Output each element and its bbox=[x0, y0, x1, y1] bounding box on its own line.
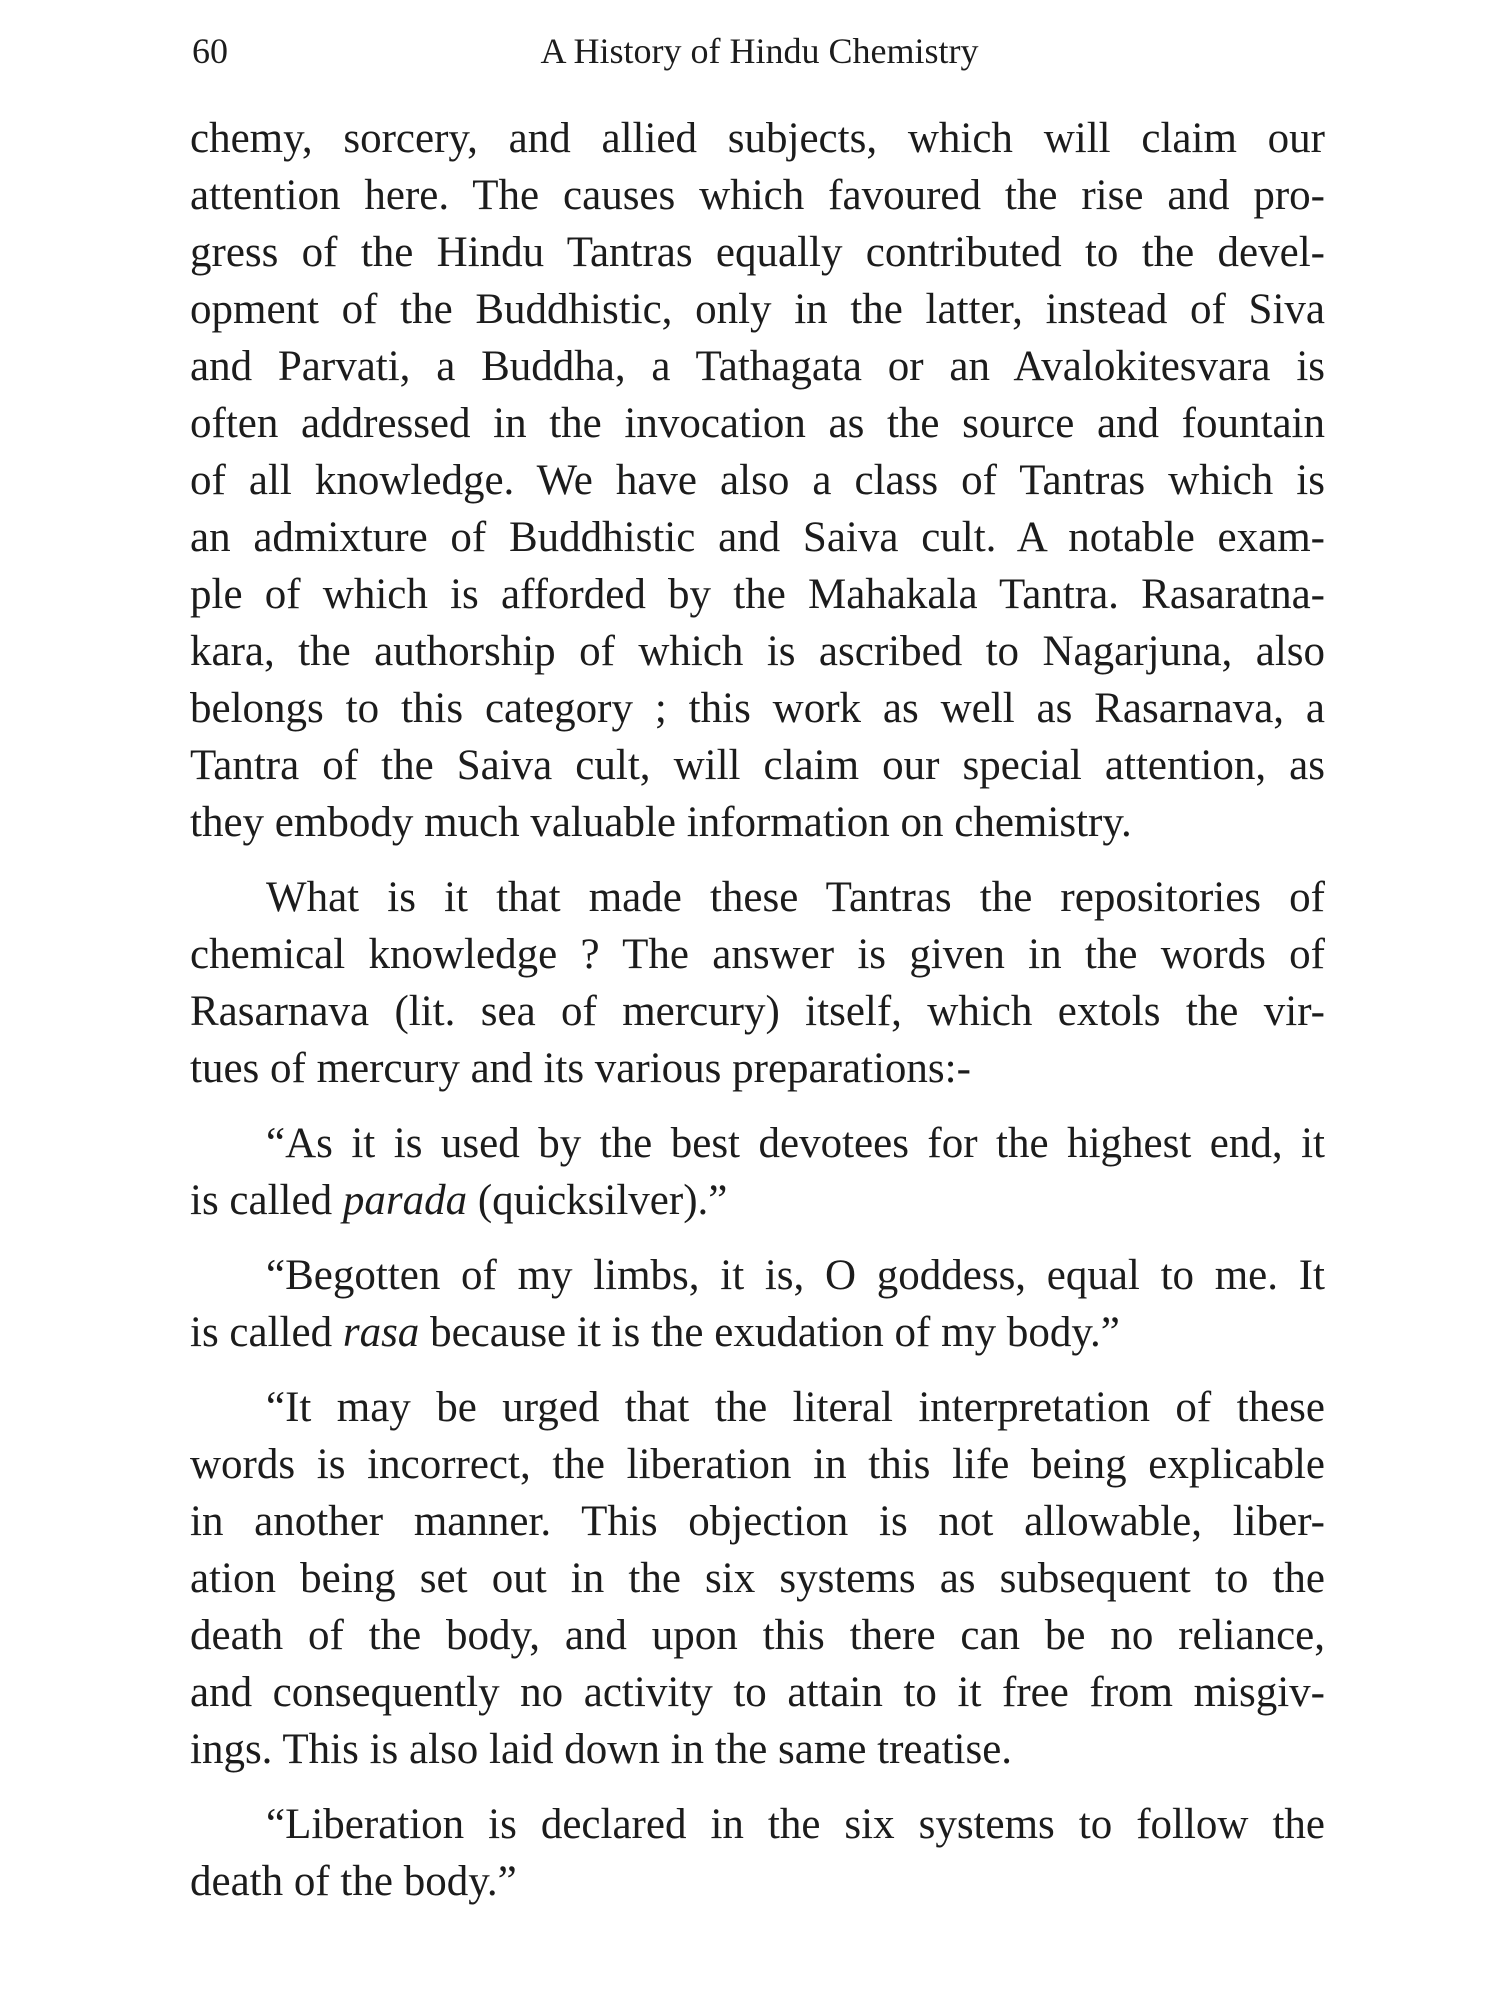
text-line: an admixture of Buddhistic and Saiva cult. A notable exam- bbox=[190, 514, 1325, 561]
text-line: often addressed in the invocation as the source and fountain bbox=[190, 400, 1325, 447]
text-line: they embody much valuable information on chemistry. bbox=[190, 799, 1132, 846]
text-line: and consequently no activity to attain to it free from misgiv- bbox=[190, 1669, 1325, 1716]
paragraph-3 bbox=[190, 1115, 1325, 1229]
text-line: chemical knowledge ? The answer is given in the words of bbox=[190, 931, 1325, 978]
text-line: in another manner. This objection is not allowable, liber- bbox=[190, 1498, 1325, 1545]
text-line bbox=[190, 1304, 1325, 1361]
page-header bbox=[192, 30, 1327, 90]
text-run: is called bbox=[190, 1309, 343, 1356]
text-line: ation being set out in the six systems as subsequent to the bbox=[190, 1555, 1325, 1602]
paragraph-5 bbox=[190, 1379, 1325, 1778]
text-run: because it is the exudation of my body.” bbox=[419, 1309, 1120, 1356]
text-line: gress of the Hindu Tantras equally contributed to the devel- bbox=[190, 229, 1325, 276]
page-number: 60 bbox=[192, 31, 228, 71]
paragraph-1 bbox=[190, 110, 1325, 851]
running-title: A History of Hindu Chemistry bbox=[540, 31, 979, 71]
text-line: ple of which is afforded by the Mahakala Tantra. Rasaratna- bbox=[190, 571, 1325, 618]
text-line: of all knowledge. We have also a class of Tantras which is bbox=[190, 457, 1325, 504]
text-line: “It may be urged that the literal interpretation of these bbox=[266, 1384, 1325, 1431]
text-line: “Begotten of my limbs, it is, O goddess, equal to me. It bbox=[266, 1252, 1325, 1299]
text-line: attention here. The causes which favoured the rise and pro- bbox=[190, 172, 1325, 219]
text-line: chemy, sorcery, and allied subjects, which will claim our bbox=[190, 115, 1325, 162]
paragraph-6 bbox=[190, 1796, 1325, 1910]
text-run: (quicksilver).” bbox=[467, 1177, 728, 1224]
text-line: What is it that made these Tantras the repositories of bbox=[266, 874, 1325, 921]
text-line bbox=[190, 1172, 1325, 1229]
text-line: “As it is used by the best devotees for the highest end, it bbox=[266, 1120, 1325, 1167]
text-line: death of the body.” bbox=[190, 1858, 517, 1905]
text-line: belongs to this category ; this work as well as Rasarnava, a bbox=[190, 685, 1325, 732]
text-line: and Parvati, a Buddha, a Tathagata or an Avalokitesvara is bbox=[190, 343, 1325, 390]
paragraph-4 bbox=[190, 1247, 1325, 1361]
italic-term: parada bbox=[342, 1177, 468, 1224]
text-line: kara, the authorship of which is ascribed to Nagarjuna, also bbox=[190, 628, 1325, 675]
text-line: opment of the Buddhistic, only in the latter, instead of Siva bbox=[190, 286, 1325, 333]
text-line: words is incorrect, the liberation in this life being explicable bbox=[190, 1441, 1325, 1488]
text-line: tues of mercury and its various preparations:- bbox=[190, 1045, 971, 1092]
paragraph-2 bbox=[190, 869, 1325, 1097]
text-line: death of the body, and upon this there can be no reliance, bbox=[190, 1612, 1325, 1659]
italic-term: rasa bbox=[342, 1309, 420, 1356]
text-line: Rasarnava (lit. sea of mercury) itself, which extols the vir- bbox=[190, 988, 1325, 1035]
text-run: is called bbox=[190, 1177, 343, 1224]
page-body bbox=[190, 110, 1325, 1910]
text-line: “Liberation is declared in the six systems to follow the bbox=[266, 1801, 1325, 1848]
text-line: ings. This is also laid down in the same treatise. bbox=[190, 1726, 1013, 1773]
text-line: Tantra of the Saiva cult, will claim our special attention, as bbox=[190, 742, 1325, 789]
